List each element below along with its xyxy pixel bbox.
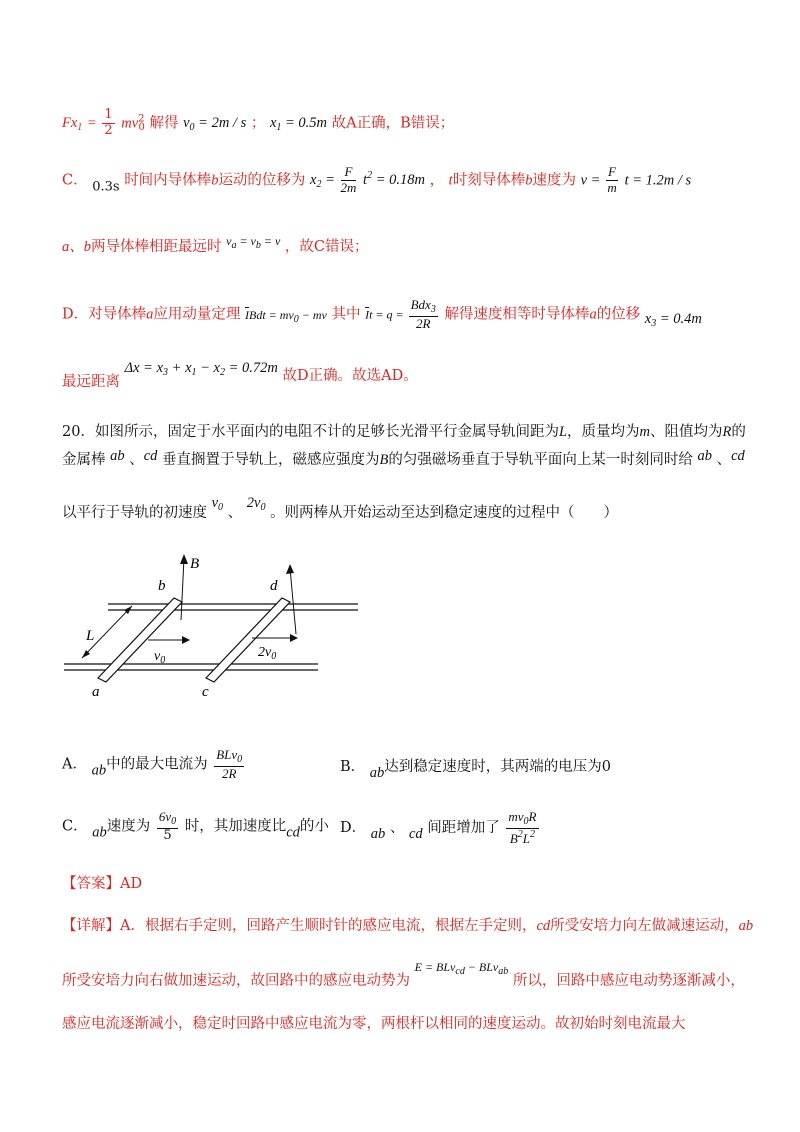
svg-text:v0: $v_0$ <box>154 649 166 666</box>
label-L: L <box>86 628 95 644</box>
answer-tag: 【答案】 <box>62 876 120 892</box>
analysis-line-3: 感应电流逐渐减小，稳定时回路中感应电流为零，两根杆以相同的速度运动。故初始时刻电流最大 <box>62 1016 686 1032</box>
analysis-line-2: 所受安培力向右做加速运动，故回路中的感应电动势为 $^{E = BLv_{cd} - BLv_{ab}}$ 所以，回路中感应电动势逐渐减小， <box>62 960 745 989</box>
question-line-2: 金属棒 ab 、cd 垂直搁置于导轨上，磁感应强度为B的匀强磁场垂直于导轨平面向上某一时刻同时给 ab 、cd <box>62 448 745 468</box>
rails-figure <box>58 548 378 708</box>
answer-value: AD <box>120 876 143 892</box>
label-d: d <box>270 578 278 594</box>
option-c[interactable]: C． ab速度为 $\frac{6v_0}{5}$ 时，其加速度比cd的小 <box>62 809 329 843</box>
analysis-line-1: 【详解】A．根据右手定则，回路产生顺时针的感应电流，根据左手定则，cd所受安培力向左做减速运动，ab <box>62 918 754 934</box>
prev-line-4: D．对导体棒a应用动量定理 $\overline{I}Bdt = mv_0$ − mv 其中 $\overline{I}t = q$ = $\frac{Bdx_3}{2R}$ 解得速度相等时导体棒a的位移 $x_3 = 0.4m$ <box>62 297 702 331</box>
question-line-1: 20．如图所示，固定于水平面内的电阻不计的足够长光滑平行金属导轨间距为L，质量均为m、阻值均为R的 <box>62 424 746 440</box>
option-b[interactable]: B． ab达到稳定速度时，其两端的电压为0 <box>340 759 611 781</box>
formula-fx1: $Fx_1$ <box>62 115 83 134</box>
option-a[interactable]: A． ab中的最大电流为 $\frac{BLv_0}{2R}$ <box>62 747 243 781</box>
prev-line-3: a、b两导体棒相距最远时 $^{v_a = v_b = v}$ ，故C错误； <box>62 234 369 255</box>
label-c: c <box>202 684 209 700</box>
prev-line-1: $Fx_1$ = $\frac{1}{2}$ $mv^2_0$ 解得 $v_0 = 2m / s$ ； $x_1 = 0.5m$ 故A正确，B错误； <box>62 107 455 138</box>
frac-half: $\frac{1}{2}$ <box>104 107 113 138</box>
svg-text:2v0: $2v_0$ <box>258 645 277 662</box>
option-d[interactable]: D． ab 、 cd 间距增加了 $\frac{mv_0R}{B^2L^2}$ <box>340 809 537 846</box>
prev-line-2: C． 0.3s 时间内导体棒b运动的位移为 $x_2$ = $\frac{F}{2m}$ $t^2 = 0.18m$ ， t时刻导体棒b速度为 v = $\frac{F}{m}$ t = 1.2m / s <box>62 164 692 195</box>
label-b: b <box>158 578 166 594</box>
label-B: B <box>190 556 200 572</box>
answer-line <box>62 872 142 893</box>
prev-line-5: 最远距离 $\Delta x = x_3 + x_1 - x_2 = 0.72m$ 故D正确。故选AD。 <box>62 360 418 390</box>
question-line-3: 以平行于导轨的初速度 $v_0$ 、 $2v_0$ 。则两棒从开始运动至达到稳定速度的过程中（ ） <box>62 495 619 521</box>
label-a: a <box>92 684 100 700</box>
